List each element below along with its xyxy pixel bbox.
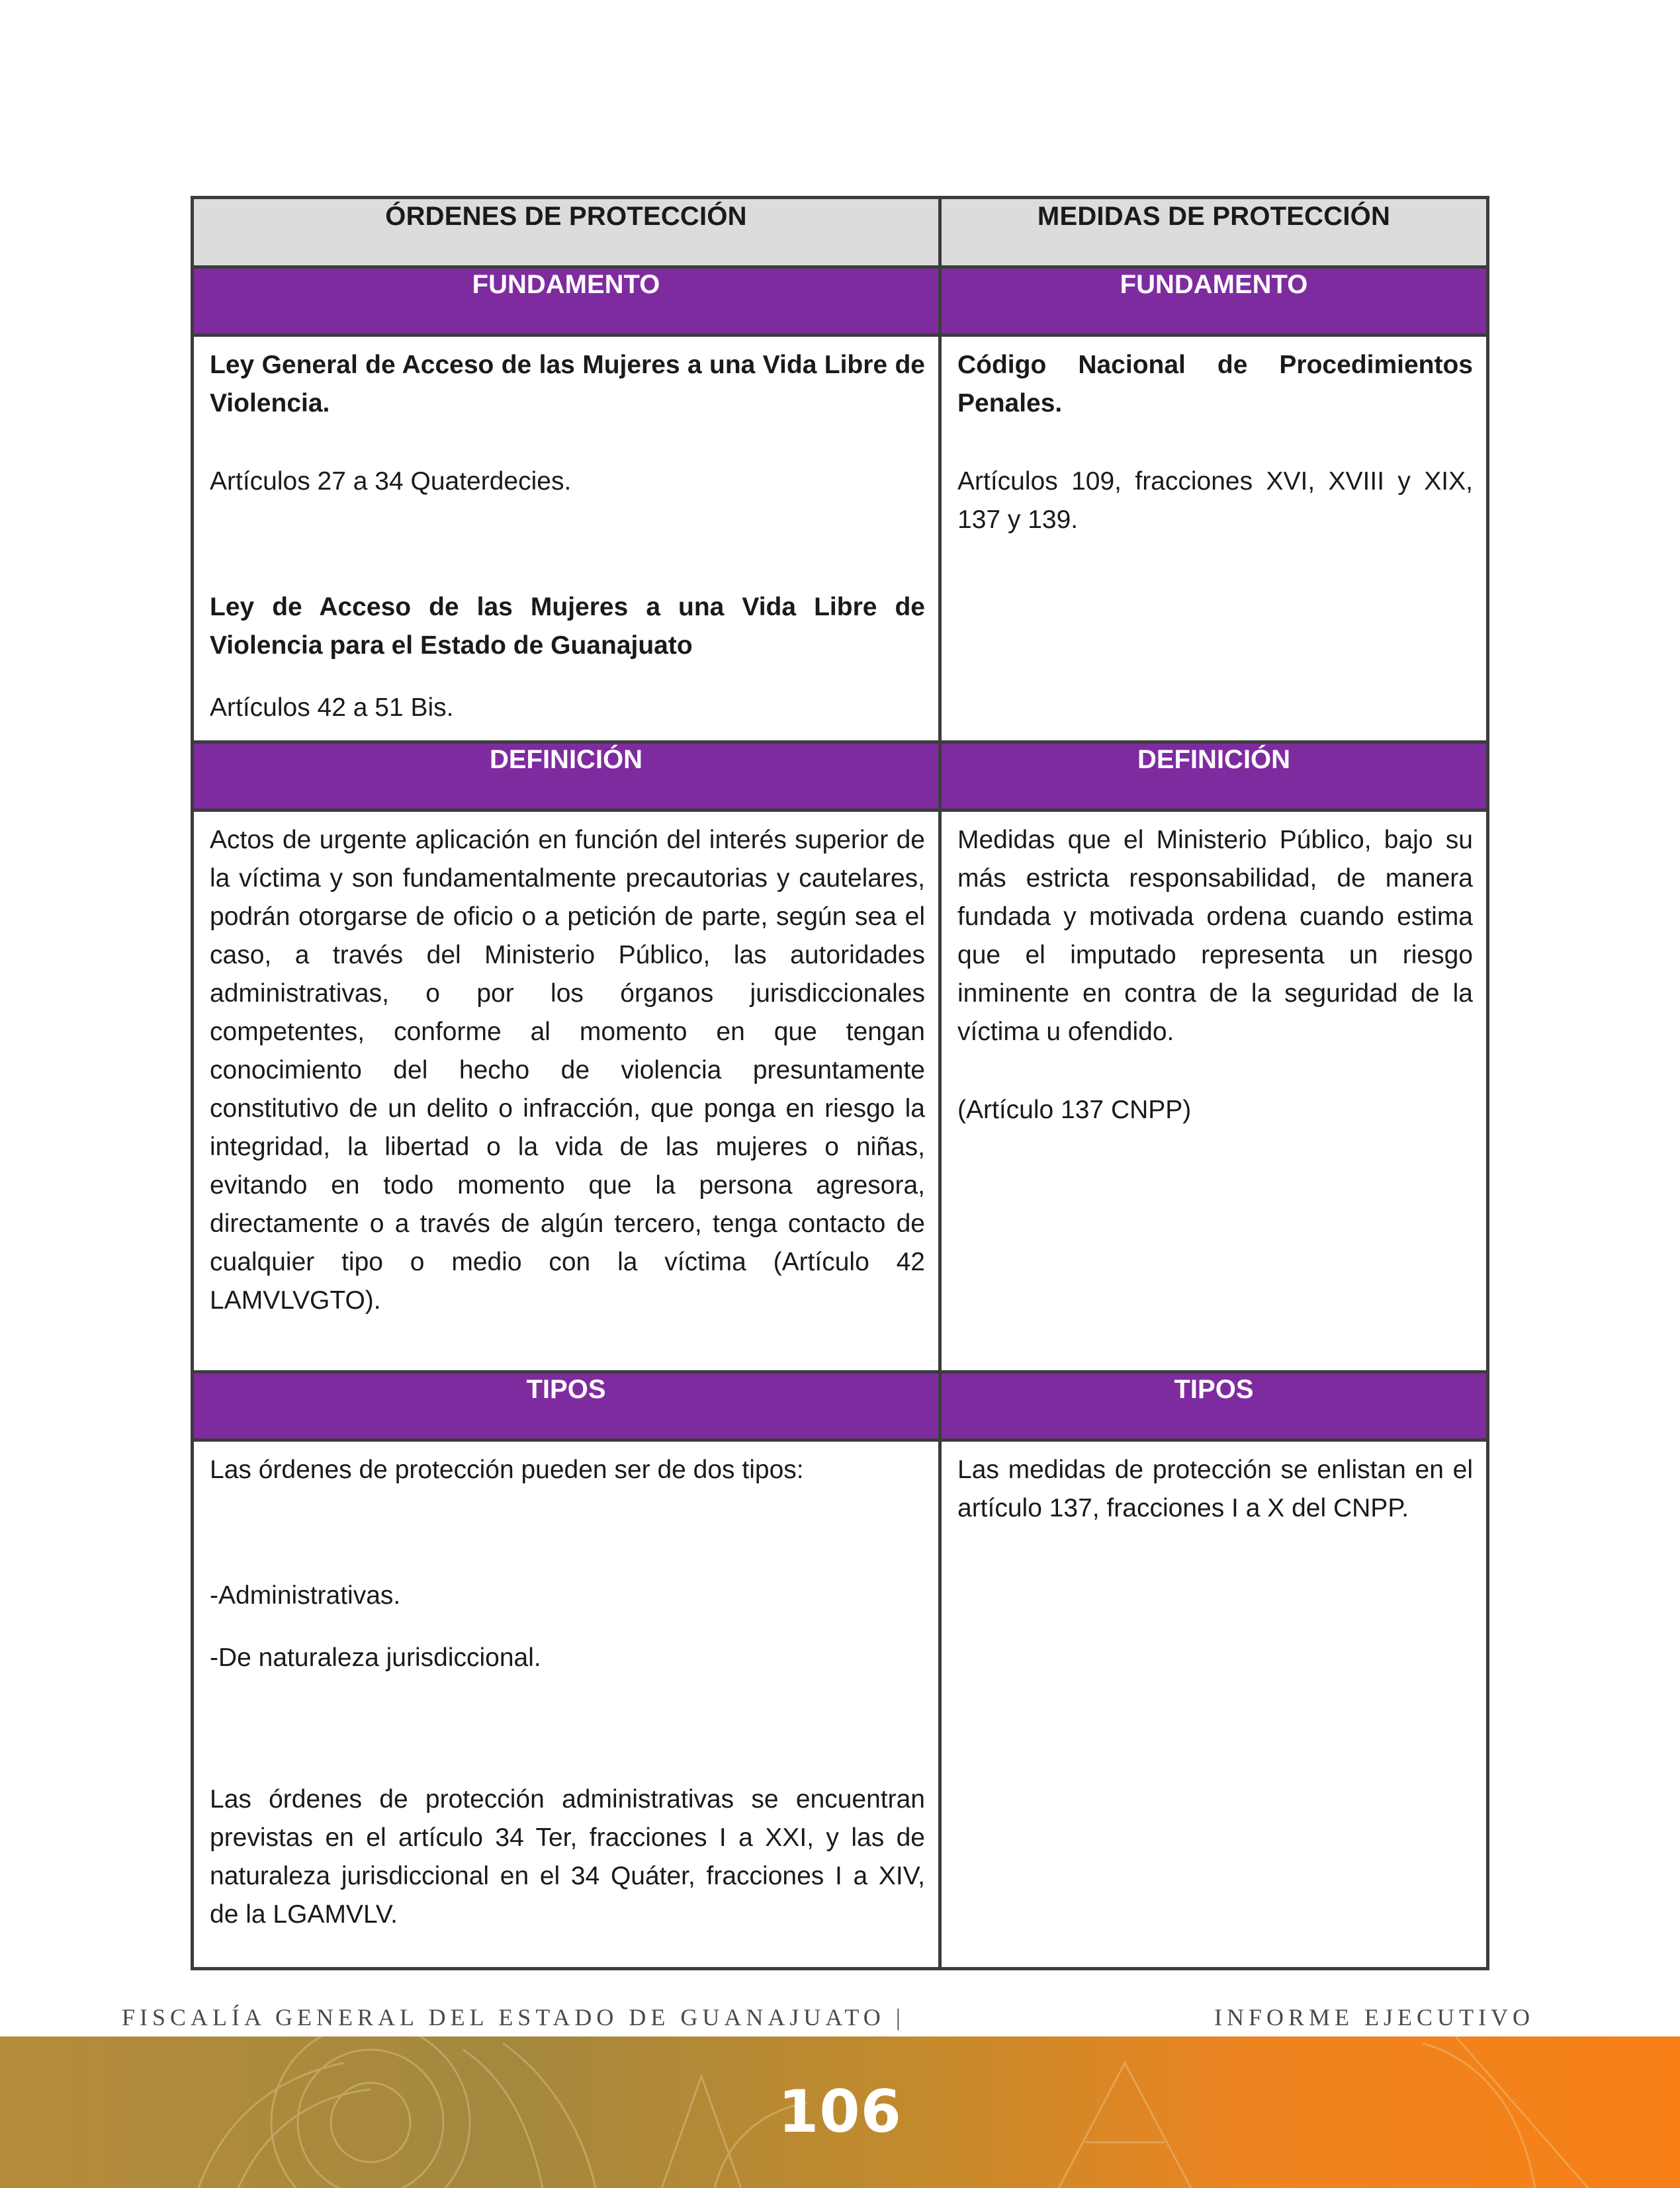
definicion-content-row: [193, 810, 1488, 1372]
section-label-definicion-left: DEFINICIÓN: [193, 742, 940, 810]
law-cnpp-articles: Artículos 109, fracciones XVI, XVIII y XIX, 137 y 139.: [957, 467, 1473, 534]
fundamento-content-row: [193, 335, 1488, 742]
definicion-medidas-reference: (Artículo 137 CNPP): [957, 1096, 1192, 1124]
section-row-tipos: [193, 1372, 1488, 1440]
footer-institution: FISCALÍA GENERAL DEL ESTADO DE GUANAJUATO |: [122, 2004, 905, 2031]
fundamento-ordenes-cell: [193, 335, 940, 742]
law-general-title: Ley General de Acceso de las Mujeres a una Vida Libre de Violencia.: [210, 351, 925, 417]
tipos-item-administrativas: -Administrativas.: [210, 1581, 401, 1610]
law-state-articles: Artículos 42 a 51 Bis.: [210, 693, 454, 722]
header-ordenes: ÓRDENES DE PROTECCIÓN: [193, 198, 940, 267]
tipos-medidas-cell: [940, 1440, 1488, 1969]
section-label-fundamento-left: FUNDAMENTO: [193, 267, 940, 335]
table-header-row: [193, 198, 1488, 267]
tipos-note: Las órdenes de protección administrativas se encuentran previstas en el artículo 34 Ter, fracciones I a XXI, y las de naturaleza jurisdiccional en el 34 Quáter, fracciones I a XIV, de la LGAMVLV.: [210, 1785, 925, 1929]
definicion-ordenes-cell: [193, 810, 940, 1372]
fundamento-medidas-cell: [940, 335, 1488, 742]
tipos-item-jurisdiccional: -De naturaleza jurisdiccional.: [210, 1643, 541, 1672]
law-cnpp-title: Código Nacional de Procedimientos Penales.: [957, 351, 1473, 417]
law-state-title: Ley de Acceso de las Mujeres a una Vida Libre de Violencia para el Estado de Guanajuato: [210, 593, 925, 660]
tipos-intro: Las órdenes de protección pueden ser de dos tipos:: [210, 1456, 804, 1484]
section-label-definicion-right: DEFINICIÓN: [940, 742, 1488, 810]
definicion-ordenes-text: Actos de urgente aplicación en función del interés superior de la víctima y son fundamentalmente precautorias y cautelares, podrán otorgarse de oficio o a petición de parte, según sea el caso, a través del Ministerio Público, las autoridades administrativas, o por los órganos jurisdiccionales competentes, conforme al momento en que tengan conocimiento del hecho de violencia presuntamente constitutivo de un delito o infracción, que ponga en riesgo la integridad, la libertad o la vida de las mujeres o niñas, evitando en todo momento que la persona agresora, directamente o a través de algún tercero, tenga contacto de cualquier tipo o medio con la víctima (Artículo 42 LAMVLVGTO).: [210, 826, 925, 1315]
tipos-ordenes-cell: [193, 1440, 940, 1969]
header-medidas: MEDIDAS DE PROTECCIÓN: [940, 198, 1488, 267]
footer-report-title: INFORME EJECUTIVO: [1214, 2004, 1534, 2031]
page-number: 106: [778, 2078, 902, 2146]
definicion-medidas-cell: [940, 810, 1488, 1372]
section-label-fundamento-right: FUNDAMENTO: [940, 267, 1488, 335]
definicion-medidas-text: Medidas que el Ministerio Público, bajo su más estricta responsabilidad, de manera fundada y motivada ordena cuando estima que el imputado representa un riesgo inminente en contra de la seguridad de la víctima u ofendido.: [957, 826, 1473, 1046]
protection-comparison-table: [191, 196, 1489, 1970]
section-label-tipos-left: TIPOS: [193, 1372, 940, 1440]
section-label-tipos-right: TIPOS: [940, 1372, 1488, 1440]
section-row-definicion: [193, 742, 1488, 810]
tipos-content-row: [193, 1440, 1488, 1969]
tipos-medidas-text: Las medidas de protección se enlistan en el artículo 137, fracciones I a X del CNPP.: [957, 1456, 1473, 1522]
law-general-articles: Artículos 27 a 34 Quaterdecies.: [210, 467, 572, 496]
section-row-fundamento: [193, 267, 1488, 335]
